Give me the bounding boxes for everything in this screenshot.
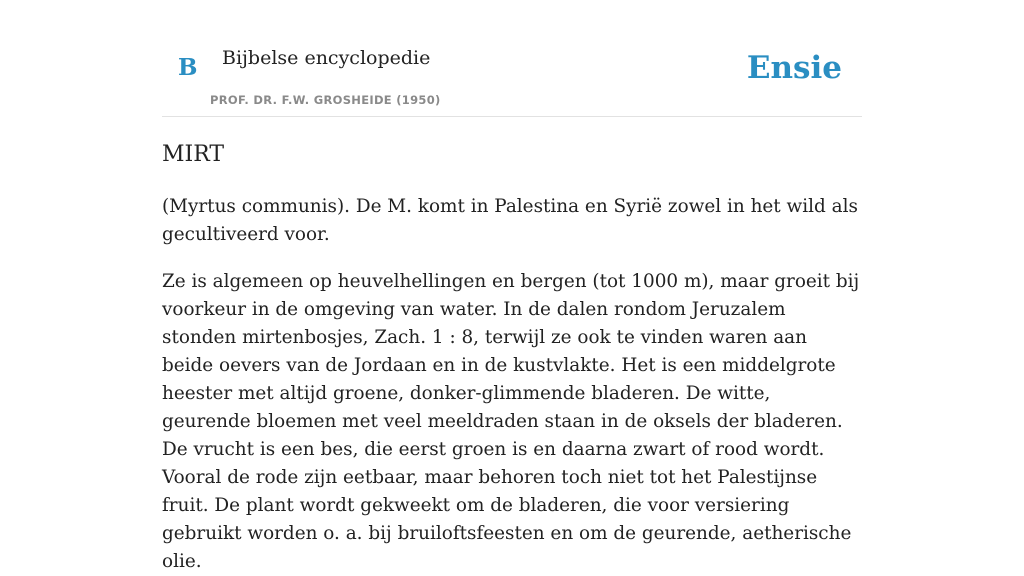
page-header xyxy=(162,0,862,117)
article xyxy=(162,140,862,576)
article-paragraph: Ze is algemeen op heuvelhellingen en bergen (tot 1000 m), maar groeit bij voorkeur in de omgeving van water. In de dalen rondom Jeruzalem stonden mirtenbosjes, Zach. 1 : 8, terwijl ze ook te vinden waren aan beide oevers van de Jordaan en in de kustvlakte. Het is een middelgrote heester met altijd groene, donker-glimmende bladeren. De witte, geurende bloemen met veel meeldraden staan in de oksels der bladeren. De vrucht is een bes, die eerst groen is en daarna zwart of rood wordt. Vooral de rode zijn eetbaar, maar behoren toch niet tot het Palestijnse fruit. De plant wordt gekweekt om de bladeren, die voor versiering gebruikt worden o. a. bij bruiloftsfeesten en om de geurende, aetherische olie. xyxy=(162,271,860,572)
brand-logo[interactable]: Ensie xyxy=(746,50,842,86)
article-title: MIRT xyxy=(162,142,225,167)
article-paragraph: (Myrtus communis). De M. komt in Palestina en Syrië zowel in het wild als gecultiveerd voor. xyxy=(162,196,858,245)
book-logo[interactable]: B xyxy=(178,54,198,81)
book-title[interactable]: Bijbelse encyclopedie xyxy=(222,47,431,69)
article-body xyxy=(162,193,862,576)
book-author: PROF. DR. F.W. GROSHEIDE (1950) xyxy=(210,93,441,107)
